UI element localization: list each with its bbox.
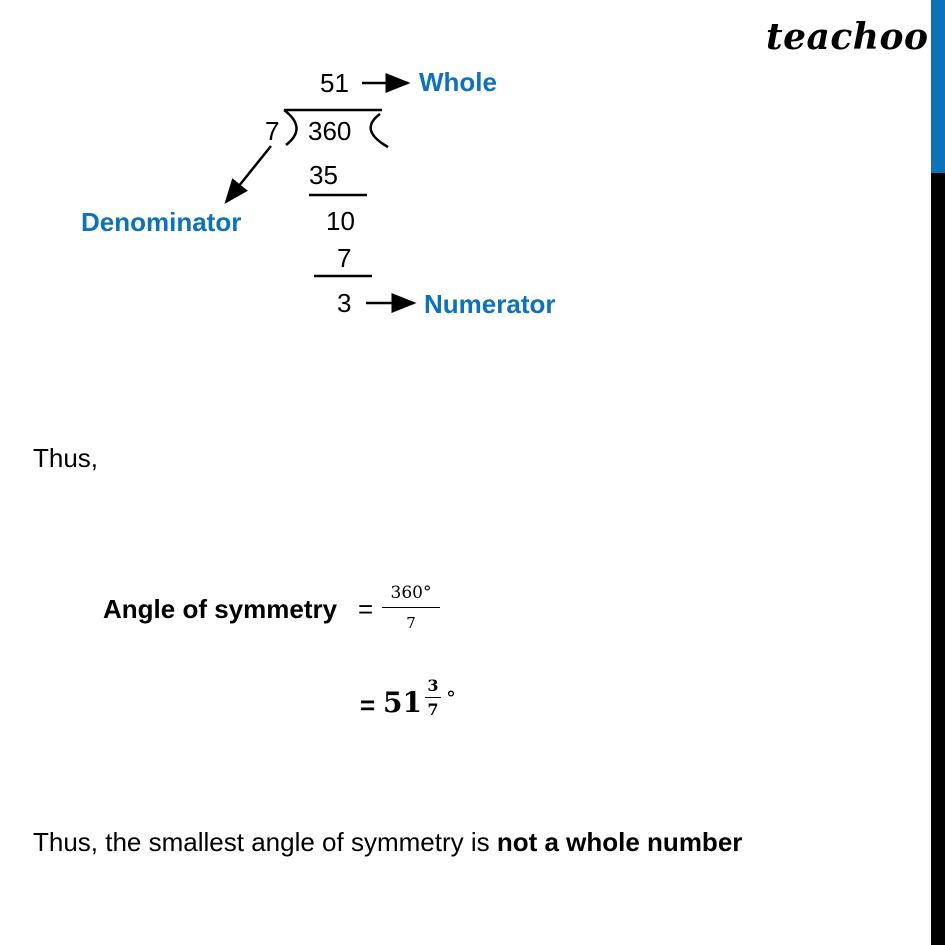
conclusion-text xyxy=(33,827,742,858)
label-numerator: Numerator xyxy=(424,289,556,319)
result-whole: 51 xyxy=(383,686,422,719)
result-equals: = xyxy=(360,690,376,720)
label-whole: Whole xyxy=(419,67,497,97)
step2-subtract: 7 xyxy=(337,243,352,273)
divisor: 7 xyxy=(265,116,280,146)
step1-subtract: 35 xyxy=(309,160,338,190)
angle-label: Angle of symmetry xyxy=(103,594,338,624)
equals-sign: = xyxy=(358,594,374,624)
degree-symbol: ° xyxy=(446,686,456,710)
thus-text: Thus, xyxy=(33,443,99,473)
label-denominator: Denominator xyxy=(81,207,242,237)
teachoo-logo: teachoo xyxy=(766,16,929,58)
quotient: 51 xyxy=(320,68,349,98)
fraction-denominator: 7 xyxy=(406,614,416,632)
fraction-360-over-7 xyxy=(382,583,440,632)
dividend: 360 xyxy=(308,116,352,146)
result-fraction xyxy=(425,676,441,719)
step1-remainder: 10 xyxy=(326,206,355,236)
conclusion-prefix: Thus, the smallest angle of symmetry is xyxy=(33,827,497,857)
remainder: 3 xyxy=(337,288,352,318)
result-numerator: 3 xyxy=(425,676,441,698)
conclusion-bold: not a whole number xyxy=(496,827,743,857)
fraction-numerator: 360° xyxy=(382,583,440,608)
result-denominator: 7 xyxy=(427,700,439,719)
